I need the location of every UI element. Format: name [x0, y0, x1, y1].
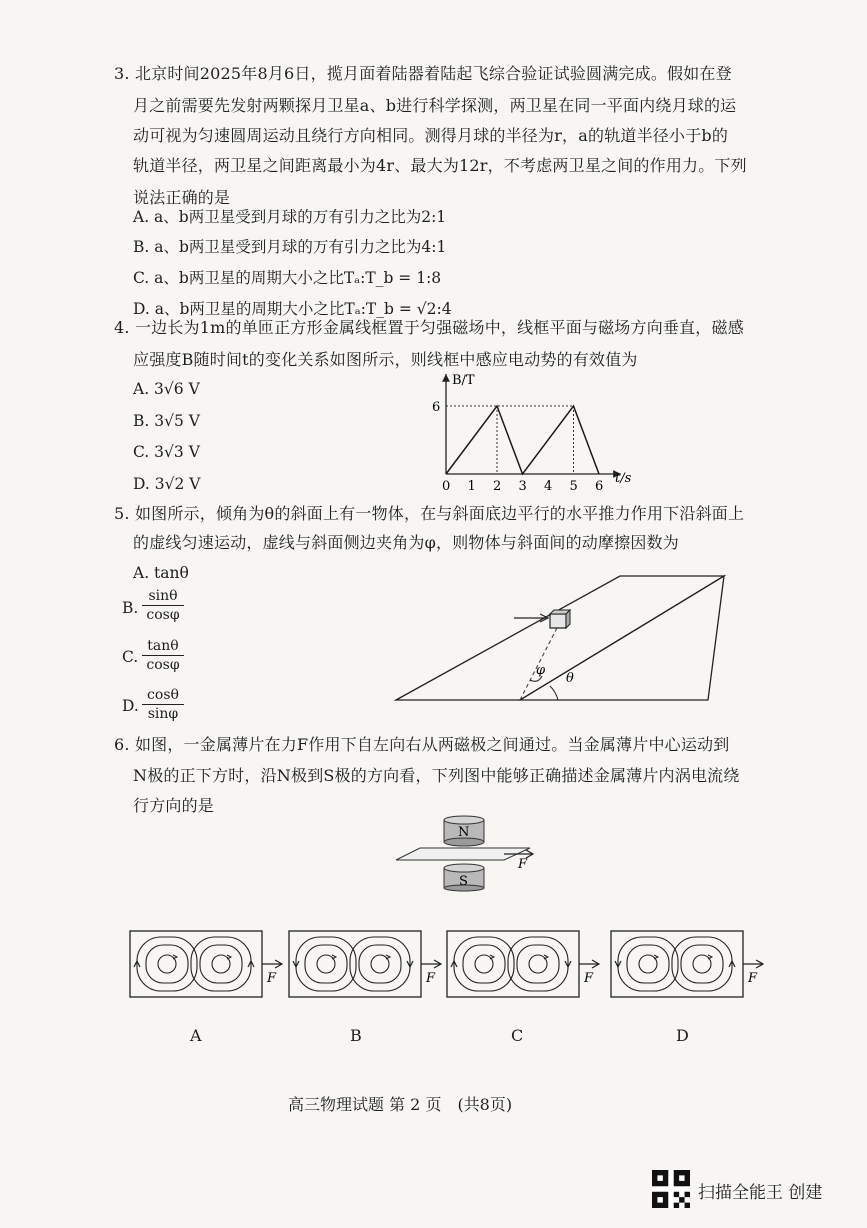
eddy-option-diagram-c	[446, 930, 611, 1000]
n-pole-label: N	[458, 825, 470, 840]
q5-incline-figure	[390, 572, 730, 704]
qr-code-icon	[652, 1170, 690, 1208]
q5-option-c-letter: C.	[122, 648, 139, 666]
s-pole-label: S	[459, 874, 468, 889]
q6-magnet-figure	[394, 814, 544, 892]
chart-x-tick: 4	[544, 479, 553, 494]
eddy-option-diagram-b	[288, 930, 453, 1000]
q5-option-b-denominator: cosφ	[146, 607, 180, 623]
q6-line-1: 6. 如图，一金属薄片在力F作用下自左向右从两磁极之间通过。当金属薄片中心运动到	[114, 735, 730, 754]
q5-line-2: 的虚线匀速运动，虚线与斜面侧边夹角为φ，则物体与斜面间的动摩擦因数为	[133, 533, 680, 552]
q3-option-c: C. a、b两卫星的周期大小之比Tₐ:T_b = 1:8	[133, 269, 442, 287]
q5-option-d-fraction	[142, 687, 184, 722]
q5-option-b-letter: B.	[122, 599, 139, 617]
q3-line-2: 月之前需要先发射两颗探月卫星a、b进行科学探测，两卫星在同一平面内绕月球的运	[133, 96, 737, 115]
q5-option-b-numerator: sinθ	[142, 588, 184, 606]
chart-x-tick: 6	[595, 479, 604, 494]
q4-option-b: B. 3√5 V	[133, 412, 200, 430]
s-pole-magnet	[444, 864, 484, 891]
q3-option-d: D. a、b两卫星的周期大小之比Tₐ:T_b = √2:4	[133, 300, 452, 318]
q4-line-1: 4. 一边长为1m的单匝正方形金属线框置于匀强磁场中，线框平面与磁场方向垂直，磁感	[114, 318, 744, 337]
sliding-block	[550, 610, 570, 628]
theta-angle-arc	[550, 686, 558, 700]
q5-option-c-numerator: tanθ	[142, 638, 184, 656]
q3-option-a: A. a、b两卫星受到月球的万有引力之比为2:1	[133, 208, 447, 226]
q4-b-t-chart	[415, 366, 645, 494]
q3-line-3: 动可视为匀速圆周运动且绕行方向相同。测得月球的半径为r，a的轨道半径小于b的	[133, 126, 729, 145]
q5-option-c-fraction	[142, 638, 184, 673]
q5-option-d-denominator: sinφ	[147, 706, 179, 722]
eddy-option-force-label: F	[267, 971, 277, 986]
theta-label: θ	[566, 671, 574, 686]
n-pole-magnet	[444, 816, 484, 846]
q5-option-d-letter: D.	[122, 697, 139, 715]
scanner-watermark: 扫描全能王 创建	[698, 1183, 823, 1203]
q4-option-a: A. 3√6 V	[133, 380, 200, 398]
choice-label-a: A	[190, 1026, 202, 1045]
eddy-option-diagram-a	[129, 930, 294, 1000]
chart-x-label: t/s	[615, 471, 632, 486]
chart-y-tick-6: 6	[432, 400, 441, 415]
q5-option-b-fraction	[142, 588, 184, 623]
q6-line-3: 行方向的是	[133, 796, 215, 815]
chart-x-tick: 0	[442, 479, 451, 494]
eddy-option-force-label: F	[426, 971, 436, 986]
choice-label-b: B	[350, 1026, 362, 1045]
q4-option-c: C. 3√3 V	[133, 443, 200, 461]
q6-line-2: N极的正下方时，沿N极到S极的方向看，下列图中能够正确描述金属薄片内涡电流绕	[133, 766, 740, 785]
choice-label-c: C	[511, 1026, 524, 1045]
phi-label: φ	[536, 663, 546, 678]
q4-option-d: D. 3√2 V	[133, 475, 201, 493]
incline-side-face	[520, 576, 724, 700]
chart-series-line	[446, 406, 599, 474]
force-label: F	[518, 857, 528, 872]
choice-label-d: D	[676, 1026, 689, 1045]
chart-y-label: B/T	[452, 373, 475, 388]
chart-x-tick: 2	[493, 479, 502, 494]
q5-option-c-denominator: cosφ	[146, 657, 180, 673]
chart-x-tick: 3	[518, 479, 527, 494]
q3-option-b: B. a、b两卫星受到月球的万有引力之比为4:1	[133, 238, 447, 256]
eddy-option-diagram-d	[610, 930, 775, 1000]
q4-line-2: 应强度B随时间t的变化关系如图所示，则线框中感应电动势的有效值为	[133, 350, 638, 369]
chart-x-tick: 1	[467, 479, 476, 494]
q5-option-a: A. tanθ	[133, 564, 189, 582]
q3-line-5: 说法正确的是	[133, 188, 231, 207]
eddy-option-force-label: F	[748, 971, 758, 986]
chart-x-tick: 5	[569, 479, 578, 494]
page-footer: 高三物理试题 第 2 页 (共8页)	[288, 1095, 513, 1114]
incline-top-face	[396, 576, 724, 700]
q5-option-d-numerator: cosθ	[142, 687, 184, 705]
eddy-option-force-label: F	[584, 971, 594, 986]
q5-line-1: 5. 如图所示，倾角为θ的斜面上有一物体，在与斜面底边平行的水平推力作用下沿斜面上	[114, 504, 745, 523]
q3-line-4: 轨道半径，两卫星之间距离最小为4r、最大为12r，不考虑两卫星之间的作用力。下列	[133, 156, 747, 175]
q3-line-1: 3. 北京时间2025年8月6日，揽月面着陆器着陆起飞综合验证试验圆满完成。假如在登	[114, 64, 732, 83]
